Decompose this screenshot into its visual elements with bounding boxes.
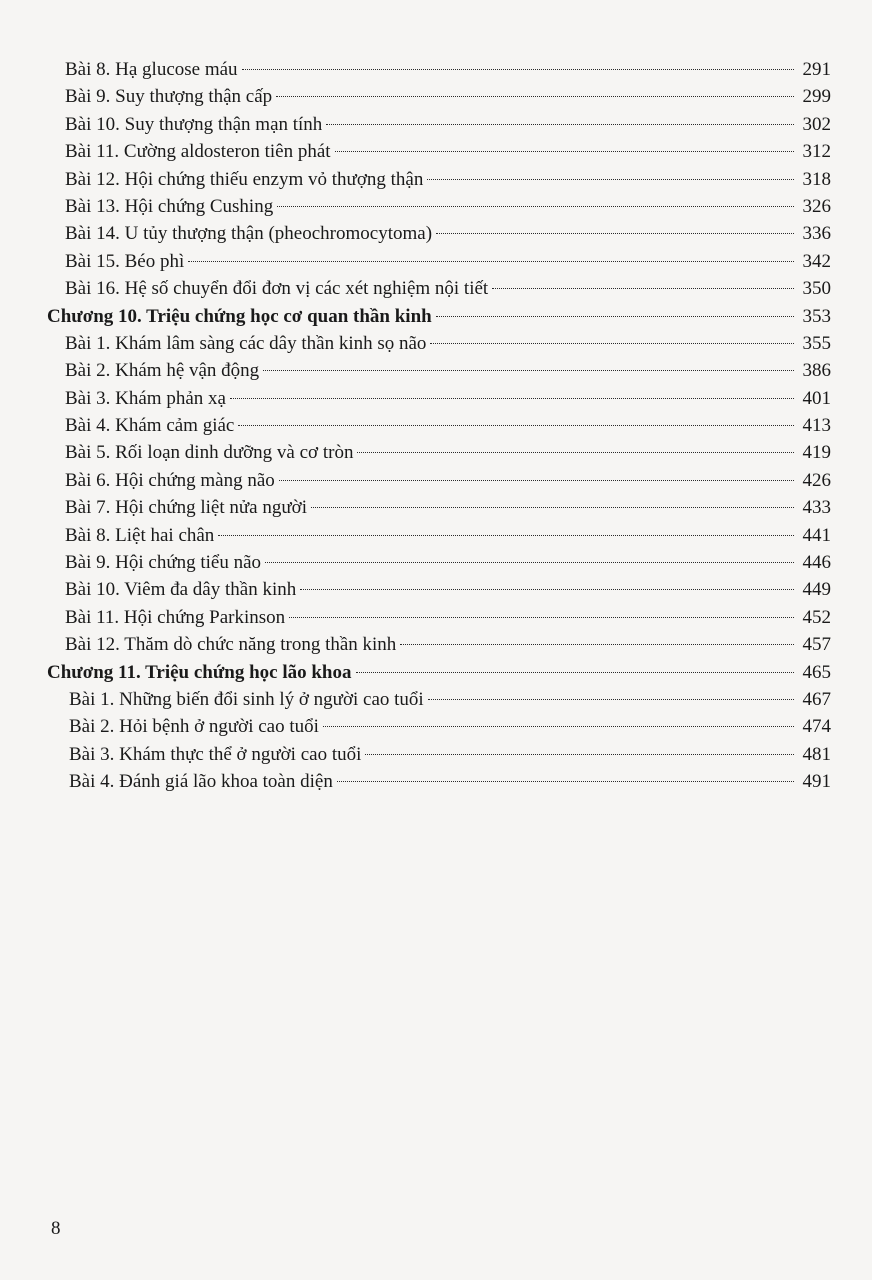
entry-page-number: 419 [802,442,831,464]
toc-chapter-entry [47,303,831,330]
toc-lesson-entry [47,713,831,740]
entry-page-number: 474 [802,716,831,738]
dot-leader [276,96,794,97]
toc-lesson-entry [47,330,831,357]
entry-page-number: 446 [802,552,831,574]
entry-page-number: 355 [802,332,831,354]
toc-lesson-entry [47,576,831,603]
dot-leader [337,781,794,782]
entry-title: Bài 12. Thăm dò chức năng trong thần kinh [65,634,397,656]
dot-leader [263,370,794,371]
dot-leader [436,233,794,234]
entry-title: Chương 11. Triệu chứng học lão khoa [47,661,352,683]
toc-lesson-entry [47,467,831,494]
entry-page-number: 291 [802,59,831,80]
entry-title: Bài 3. Khám thực thể ở người cao tuổi [69,743,362,765]
dot-leader [277,206,794,207]
entry-title: Bài 15. Béo phì [65,250,185,272]
entry-page-number: 452 [802,606,831,628]
dot-leader [365,754,794,755]
entry-title: Bài 10. Viêm đa dây thần kinh [65,579,297,601]
entry-page-number: 481 [802,743,831,765]
entry-page-number: 350 [802,278,831,300]
toc-lesson-entry [47,111,831,138]
dot-leader [400,644,794,645]
dot-leader [188,261,794,262]
entry-title: Bài 11. Cường aldosteron tiên phát [65,141,331,163]
entry-page-number: 467 [802,688,831,710]
dot-leader [289,617,794,618]
entry-page-number: 413 [802,415,831,437]
entry-title: Bài 4. Khám cảm giác [65,415,235,437]
toc-lesson-entry [47,357,831,384]
entry-page-number: 302 [802,113,831,135]
toc-lesson-entry [47,522,831,549]
dot-leader [311,507,794,508]
toc-lesson-entry [47,494,831,521]
toc-chapter-entry [47,659,831,686]
toc-lesson-entry [47,631,831,658]
entry-title: Bài 16. Hệ số chuyển đổi đơn vị các xét nghiệm nội tiết [65,278,489,300]
entry-title: Bài 14. U tủy thượng thận (pheochromocytoma) [65,223,433,245]
dot-leader [238,425,794,426]
dot-leader [323,726,794,727]
entry-page-number: 342 [802,250,831,272]
entry-title: Chương 10. Triệu chứng học cơ quan thần kinh [47,305,432,327]
dot-leader [279,480,794,481]
toc-lesson-entry [47,56,831,83]
entry-title: Bài 9. Suy thượng thận cấp [65,86,273,108]
entry-title: Bài 3. Khám phản xạ [65,387,226,409]
toc-lesson-entry [47,166,831,193]
entry-page-number: 433 [802,497,831,519]
entry-page-number: 457 [802,634,831,656]
entry-page-number: 426 [802,469,831,491]
entry-page-number: 491 [802,771,831,793]
entry-title: Bài 9. Hội chứng tiểu não [65,552,262,574]
dot-leader [335,151,794,152]
entry-page-number: 449 [802,579,831,601]
entry-page-number: 401 [802,387,831,409]
toc-lesson-entry [47,439,831,466]
entry-title: Bài 8. Hạ glucose máu [65,59,238,80]
page-number: 8 [51,1218,61,1239]
entry-page-number: 318 [802,168,831,190]
toc-lesson-entry [47,549,831,576]
entry-title: Bài 1. Khám lâm sàng các dây thần kinh sọ não [65,332,427,354]
dot-leader [218,535,794,536]
toc-lesson-entry [47,412,831,439]
toc-lesson-entry [47,686,831,713]
entry-page-number: 353 [802,305,831,327]
toc-lesson-entry [47,741,831,768]
dot-leader [492,288,794,289]
toc-lesson-entry [47,220,831,247]
entry-title: Bài 12. Hội chứng thiếu enzym vỏ thượng thận [65,168,424,190]
dot-leader [300,589,794,590]
dot-leader [230,398,794,399]
dot-leader [357,452,794,453]
entry-page-number: 336 [802,223,831,245]
dot-leader [356,672,795,673]
entry-title: Bài 6. Hội chứng màng não [65,469,275,491]
entry-page-number: 299 [802,86,831,108]
table-of-contents [47,56,831,796]
toc-lesson-entry [47,768,831,795]
entry-title: Bài 2. Hỏi bệnh ở người cao tuổi [69,716,319,738]
dot-leader [427,179,794,180]
toc-lesson-entry [47,138,831,165]
entry-title: Bài 1. Những biến đổi sinh lý ở người cao tuổi [69,688,424,710]
entry-title: Bài 13. Hội chứng Cushing [65,195,274,217]
entry-title: Bài 2. Khám hệ vận động [65,360,260,382]
dot-leader [242,69,794,70]
dot-leader [436,316,794,317]
dot-leader [265,562,794,563]
entry-title: Bài 5. Rối loạn dinh dưỡng và cơ tròn [65,442,354,464]
toc-lesson-entry [47,604,831,631]
dot-leader [430,343,794,344]
entry-title: Bài 10. Suy thượng thận mạn tính [65,113,323,135]
toc-lesson-entry [47,83,831,110]
toc-lesson-entry [47,248,831,275]
entry-page-number: 312 [802,141,831,163]
entry-title: Bài 4. Đánh giá lão khoa toàn diện [69,771,333,793]
entry-page-number: 441 [802,524,831,546]
entry-page-number: 326 [802,195,831,217]
entry-page-number: 465 [802,661,831,683]
toc-lesson-entry [47,275,831,302]
entry-title: Bài 11. Hội chứng Parkinson [65,606,286,628]
entry-title: Bài 7. Hội chứng liệt nửa người [65,497,307,519]
toc-lesson-entry [47,385,831,412]
dot-leader [428,699,794,700]
entry-title: Bài 8. Liệt hai chân [65,524,215,546]
entry-page-number: 386 [802,360,831,382]
toc-lesson-entry [47,193,831,220]
dot-leader [326,124,794,125]
